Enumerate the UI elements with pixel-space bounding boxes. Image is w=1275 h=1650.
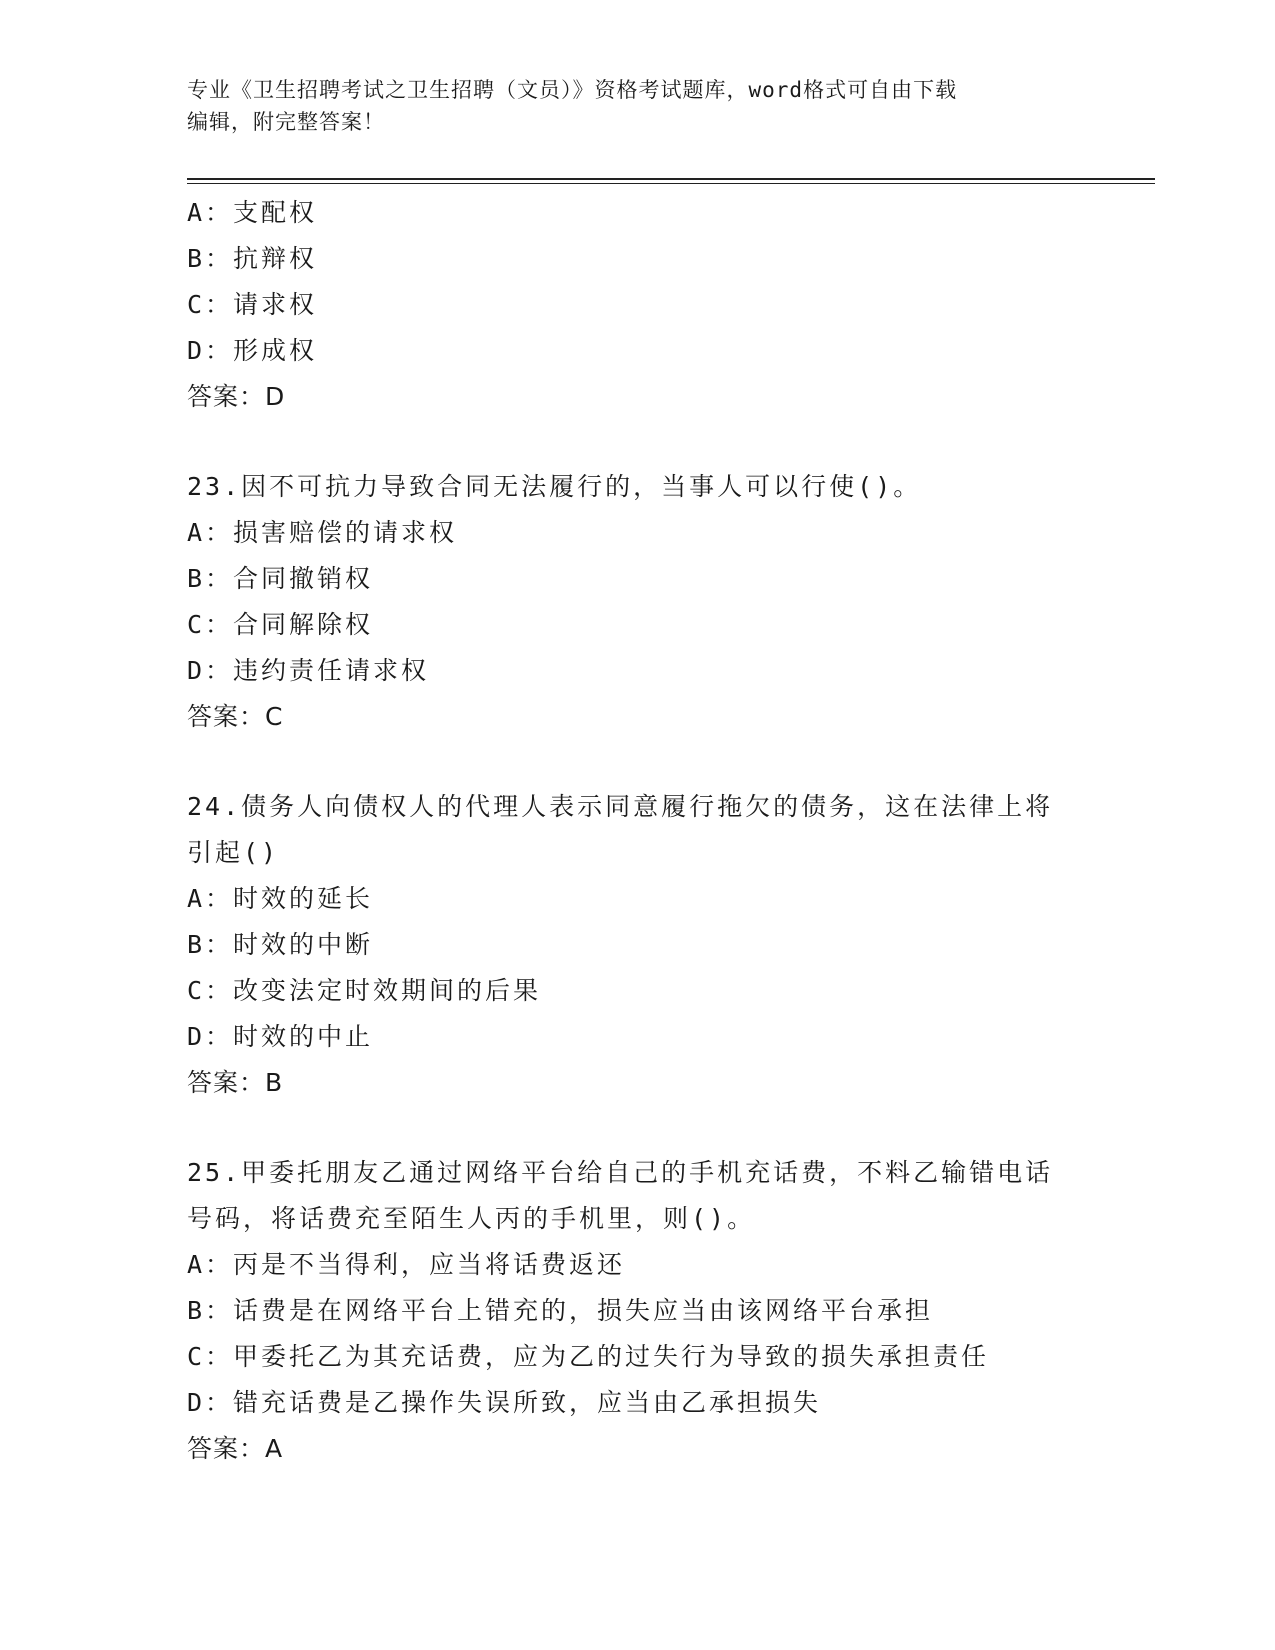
q24-option-b: B：时效的中断	[187, 930, 374, 959]
q23-option-b: B：合同撤销权	[187, 564, 374, 593]
q24-answer: 答案：B	[187, 1068, 284, 1097]
question-24-block	[187, 784, 1087, 1106]
q22-option-a: A：支配权	[187, 198, 318, 227]
q23-answer: 答案：C	[187, 702, 284, 731]
q24-option-a: A：时效的延长	[187, 884, 374, 913]
q24-question-line-1: 24.债务人向债权人的代理人表示同意履行拖欠的债务，这在法律上将	[187, 792, 1054, 821]
q25-option-a: A：丙是不当得利，应当将话费返还	[187, 1250, 626, 1279]
header-line-1: 专业《卫生招聘考试之卫生招聘（文员）》资格考试题库，word格式可自由下载	[187, 78, 958, 102]
q24-option-c: C：改变法定时效期间的后果	[187, 976, 542, 1005]
q22-option-c: C：请求权	[187, 290, 318, 319]
q25-question-line-1: 25.甲委托朋友乙通过网络平台给自己的手机充话费，不料乙输错电话	[187, 1158, 1054, 1187]
question-25-block	[187, 1150, 1087, 1472]
header-line-2: 编辑，附完整答案！	[187, 110, 385, 134]
q25-option-c: C：甲委托乙为其充话费，应为乙的过失行为导致的损失承担责任	[187, 1342, 990, 1371]
q25-option-b: B：话费是在网络平台上错充的，损失应当由该网络平台承担	[187, 1296, 934, 1325]
q23-option-d: D：违约责任请求权	[187, 656, 430, 685]
q22-answer: 答案：D	[187, 382, 286, 411]
q23-option-c: C：合同解除权	[187, 610, 374, 639]
q25-question-line-2: 号码，将话费充至陌生人丙的手机里，则()。	[187, 1204, 756, 1233]
question-list	[187, 190, 1087, 1472]
q23-option-a: A：损害赔偿的请求权	[187, 518, 458, 547]
q25-option-d: D：错充话费是乙操作失误所致，应当由乙承担损失	[187, 1388, 822, 1417]
q24-question-line-2: 引起()	[187, 838, 280, 867]
question-23-block	[187, 464, 1087, 740]
header-rule-thin	[187, 183, 1155, 184]
q22-option-d: D：形成权	[187, 336, 318, 365]
question-22-block	[187, 190, 1087, 420]
header-rule-thick	[187, 178, 1155, 180]
q23-question: 23.因不可抗力导致合同无法履行的，当事人可以行使()。	[187, 472, 922, 501]
q22-option-b: B：抗辩权	[187, 244, 318, 273]
q24-option-d: D：时效的中止	[187, 1022, 374, 1051]
q25-answer: 答案：A	[187, 1434, 284, 1463]
document-header	[187, 74, 1087, 138]
